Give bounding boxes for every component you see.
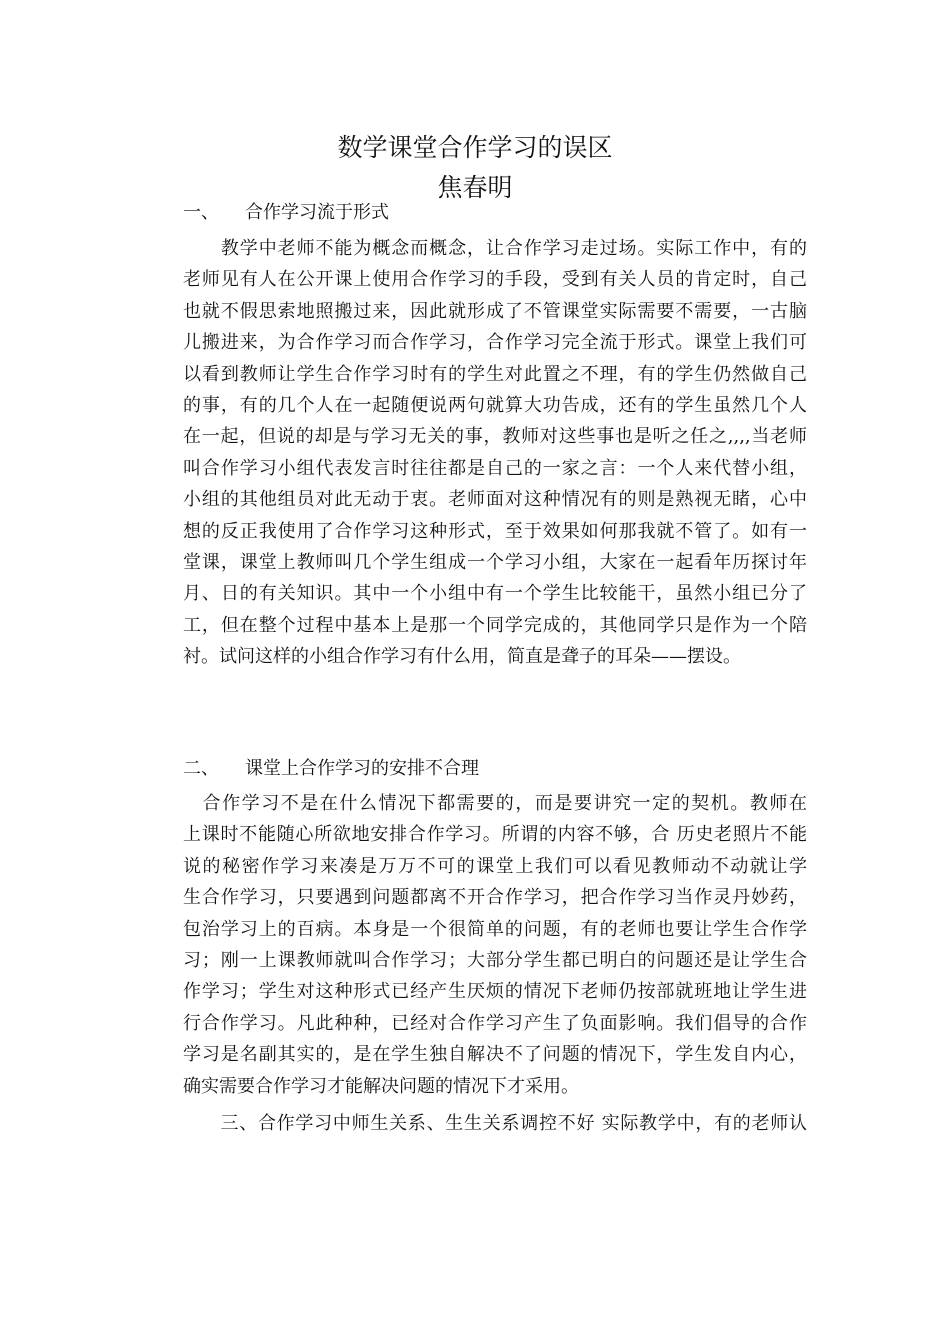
document-title: 数学课堂合作学习的误区 (337, 133, 613, 162)
text-line: 生合作学习，只要遇到问题都离不开合作学习，把合作学习当作灵丹妙药， (183, 887, 807, 909)
text-line: 以看到教师让学生合作学习时有的学生对此置之不理，有的学生仍然做自己 (183, 363, 807, 385)
text-line: 三、合作学习中师生关系、生生关系调控不好 实际教学中，有的老师认 (183, 1113, 807, 1135)
section-number: 一、 (183, 202, 219, 223)
text-line: 的事，有的几个人在一起随便说两句就算大功告成，还有的学生虽然几个人 (183, 395, 807, 417)
text-line: 叫合作学习小组代表发言时往往都是自己的一家之言：一个人来代替小组， (183, 457, 807, 479)
text-line: 堂课，课堂上教师叫几个学生组成一个学习小组，大家在一起看年历探讨年 (183, 552, 807, 574)
text-line: 上课时不能随心所欲地安排合作学习。所谓的内容不够，合 历史老照片不能 (183, 824, 807, 846)
text-line: 月、日的有关知识。其中一个小组中有一个学生比较能干，虽然小组已分了 (183, 583, 807, 605)
text-line: 教学中老师不能为概念而概念，让合作学习走过场。实际工作中，有的 (183, 238, 807, 259)
text-line: 老师见有人在公开课上使用合作学习的手段，受到有关人员的肯定时，自己 (183, 269, 807, 291)
section-title: 课堂上合作学习的安排不合理 (245, 758, 479, 779)
text-line: 合作学习不是在什么情况下都需要的，而是要讲究一定的契机。教师在 (183, 793, 807, 814)
section-heading-2 (183, 757, 479, 781)
section-paragraph-2 (183, 788, 807, 1139)
text-line: 也就不假思索地照搬过来，因此就形成了不管课堂实际需要不需要，一古脑 (183, 300, 807, 322)
text-line: 确实需要合作学习才能解决问题的情况下才采用。 (183, 1075, 579, 1097)
section-title: 合作学习流于形式 (245, 202, 389, 223)
text-line: 工，但在整个过程中基本上是那一个同学完成的，其他同学只是作为一个陪 (183, 614, 807, 636)
text-line: 衬。试问这样的小组合作学习有什么用，简直是聋子的耳朵——摆设。 (183, 646, 741, 668)
text-line: 小组的其他组员对此无动于衷。老师面对这种情况有的则是熟视无睹，心中 (183, 489, 807, 511)
text-line: 作学习；学生对这种形式已经产生厌烦的情况下老师仍按部就班地让学生进 (183, 981, 807, 1003)
text-line: 包治学习上的百病。本身是一个很简单的问题，有的老师也要让学生合作学 (183, 918, 807, 940)
text-line: 儿搬进来，为合作学习而合作学习，合作学习完全流于形式。课堂上我们可 (183, 332, 807, 354)
text-line: 学习是名副其实的，是在学生独自解决不了问题的情况下，学生发自内心， (183, 1044, 807, 1066)
section-heading-1 (183, 201, 389, 225)
section-number: 二、 (183, 758, 219, 779)
section-paragraph-1 (183, 233, 807, 673)
text-line: 想的反正我使用了合作学习这种形式，至于效果如何那我就不管了。如有一 (183, 520, 807, 542)
text-line: 行合作学习。凡此种种，已经对合作学习产生了负面影响。我们倡导的合作 (183, 1012, 807, 1034)
text-line: 习；刚一上课教师就叫合作学习；大部分学生都已明白的问题还是让学生合 (183, 950, 807, 972)
text-line: 在一起，但说的却是与学习无关的事，教师对这些事也是听之任之,,,,当老师 (183, 426, 807, 448)
text-line: 说的秘密作学习来凑是万万不可的课堂上我们可以看见教师动不动就让学 (183, 855, 807, 877)
author-name: 焦春明 (437, 173, 513, 202)
